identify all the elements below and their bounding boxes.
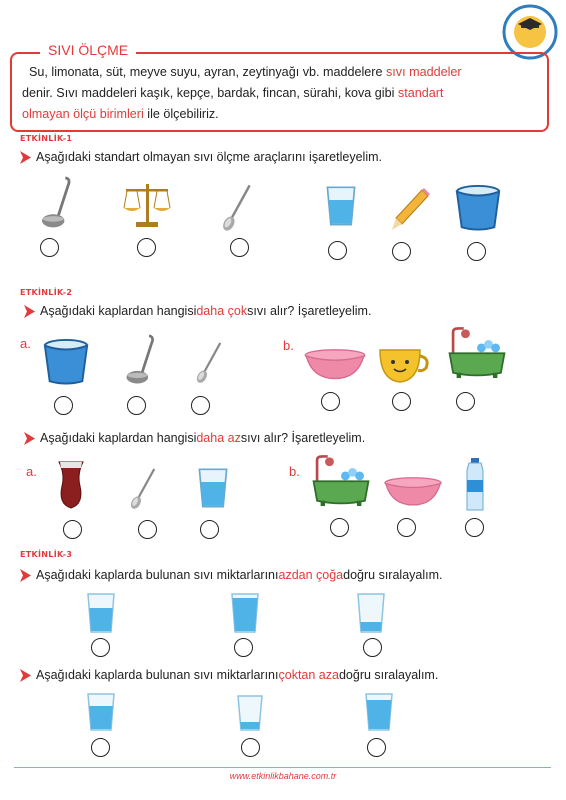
glass-little-water-icon	[236, 694, 264, 732]
answer-circle[interactable]	[54, 396, 73, 415]
answer-circle[interactable]	[456, 392, 475, 411]
glass-low-water-icon	[86, 592, 116, 634]
spoon-icon	[190, 340, 230, 384]
answer-circle[interactable]	[321, 392, 340, 411]
activity3-question-ascending: Aşağıdaki kaplarda bulunan sıvı miktarlarını azdan çoğa doğru sıralayalım.	[20, 568, 443, 582]
bucket-icon	[42, 338, 90, 386]
ladle-icon	[36, 176, 76, 232]
glass-full-water-icon	[364, 692, 394, 732]
intro-text: Su, limonata, süt, meyve suyu, ayran, zeytinyağı vb. maddelere sıvı maddeler denir. Sıvı maddeleri kaşık, kepçe, bardak, fincan, sürahi, kova gibi standart olmayan ölçü birimleri ile ölçebiliriz.	[22, 65, 462, 121]
activity1-label: ETKİNLİK-1	[20, 134, 73, 143]
answer-circle[interactable]	[392, 242, 411, 261]
answer-circle[interactable]	[328, 241, 347, 260]
activity3-label: ETKİNLİK-3	[20, 550, 73, 559]
pencil-icon	[390, 186, 430, 232]
footer-divider	[14, 767, 551, 768]
option-b-letter: b.	[283, 338, 294, 353]
answer-circle[interactable]	[392, 392, 411, 411]
answer-circle[interactable]	[234, 638, 253, 657]
glass-little-water-icon	[356, 592, 386, 634]
arrow-icon	[24, 432, 35, 445]
scale-icon	[122, 180, 172, 230]
answer-circle[interactable]	[241, 738, 260, 757]
activity1-question: Aşağıdaki standart olmayan sıvı ölçme araçlarını işaretleyelim.	[20, 150, 382, 164]
answer-circle[interactable]	[138, 520, 157, 539]
glass-medium-water-icon	[86, 692, 116, 732]
activity3-question-descending: Aşağıdaki kaplarda bulunan sıvı miktarlarını çoktan aza doğru sıralayalım.	[20, 668, 438, 682]
arrow-icon	[20, 151, 31, 164]
option-a-letter: a.	[20, 336, 31, 351]
ladle-icon	[120, 334, 160, 388]
bathtub-icon	[310, 454, 372, 512]
water-glass-icon	[196, 466, 230, 510]
activity2-question-more: Aşağıdaki kaplardan hangisi daha çok sıvı alır? İşaretleyelim.	[24, 304, 371, 318]
answer-circle[interactable]	[91, 638, 110, 657]
bucket-icon	[454, 184, 502, 232]
activity2-question-less: Aşağıdaki kaplardan hangisi daha az sıvı alır? İşaretleyelim.	[24, 431, 365, 445]
tea-glass-icon	[56, 460, 86, 510]
answer-circle[interactable]	[465, 518, 484, 537]
pink-basin-icon	[300, 348, 370, 384]
answer-circle[interactable]	[137, 238, 156, 257]
answer-circle[interactable]	[127, 396, 146, 415]
water-bottle-icon	[464, 458, 486, 512]
answer-circle[interactable]	[467, 242, 486, 261]
answer-circle[interactable]	[230, 238, 249, 257]
arrow-icon	[20, 569, 31, 582]
option-a-letter: a.	[26, 464, 37, 479]
answer-circle[interactable]	[330, 518, 349, 537]
intro-title: SIVI ÖLÇME	[40, 42, 136, 58]
glass-full-water-icon	[230, 592, 260, 634]
teacup-icon	[376, 346, 432, 386]
arrow-icon	[20, 669, 31, 682]
pink-basin-icon	[378, 476, 448, 510]
activity2-label: ETKİNLİK-2	[20, 288, 73, 297]
footer-url[interactable]: www.etkinlikbahane.com.tr	[229, 771, 337, 781]
answer-circle[interactable]	[397, 518, 416, 537]
arrow-icon	[24, 305, 35, 318]
answer-circle[interactable]	[91, 738, 110, 757]
answer-circle[interactable]	[200, 520, 219, 539]
water-glass-icon	[324, 184, 358, 228]
spoon-icon	[218, 182, 258, 232]
answer-circle[interactable]	[363, 638, 382, 657]
answer-circle[interactable]	[40, 238, 59, 257]
answer-circle[interactable]	[63, 520, 82, 539]
bathtub-icon	[446, 326, 508, 384]
option-b-letter: b.	[289, 464, 300, 479]
answer-circle[interactable]	[191, 396, 210, 415]
spoon-icon	[124, 466, 164, 510]
answer-circle[interactable]	[367, 738, 386, 757]
